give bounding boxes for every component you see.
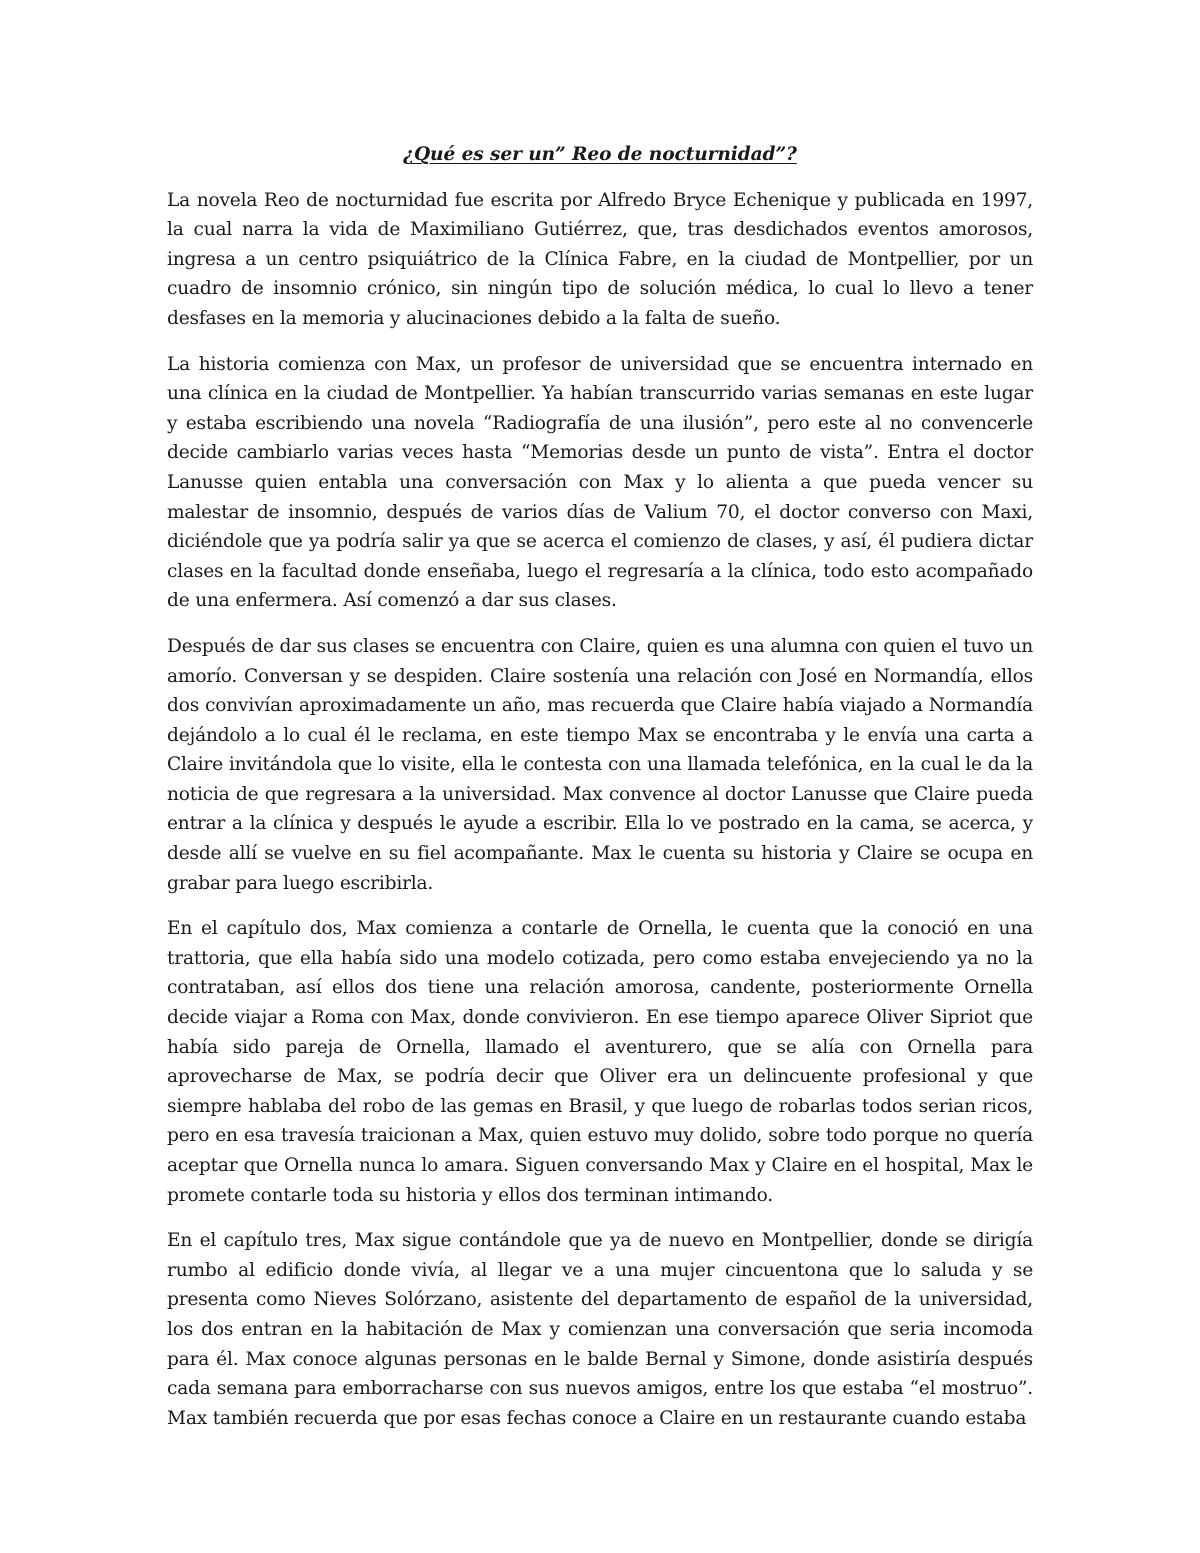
document-title-text: ¿Qué es ser un” Reo de nocturnidad”? <box>403 144 797 165</box>
paragraph-2: La historia comienza con Max, un profesor de universidad que se encuentra internado en una clínica en la ciudad de Montpellier. Ya habían transcurrido varias semanas en este lugar y estaba escribiendo una novela “Radiografía de una ilusión”, pero este al no convencerle decide cambiarlo varias veces hasta “Memorias desde un punto de vista”. Entra el doctor Lanusse quien entabla una conversación con Max y lo alienta a que pueda vencer su malestar de insomnio, después de varios días de Valium 70, el doctor converso con Maxi, diciéndole que ya podría salir ya que se acerca el comienzo de clases, y así, él pudiera dictar clases en la facultad donde enseñaba, luego el regresaría a la clínica, todo esto acompañado de una enfermera. Así comenzó a dar sus clases. <box>167 353 1033 612</box>
paragraph-1: La novela Reo de nocturnidad fue escrita por Alfredo Bryce Echenique y publicada en 1997, la cual narra la vida de Maximiliano Gutiérrez, que, tras desdichados eventos amorosos, ingresa a un centro psiquiátrico de la Clínica Fabre, en la ciudad de Montpellier, por un cuadro de insomnio crónico, sin ningún tipo de solución médica, lo cual lo llevo a tener desfases en la memoria y alucinaciones debido a la falta de sueño. <box>167 189 1033 329</box>
document-body <box>167 140 1033 1449</box>
document-title <box>167 140 1033 170</box>
paragraph-5: En el capítulo tres, Max sigue contándole que ya de nuevo en Montpellier, donde se dirigía rumbo al edificio donde vivía, al llegar ve a una mujer cincuentona que lo saluda y se presenta como Nieves Solórzano, asistente del departamento de español de la universidad, los dos entran en la habitación de Max y comienzan una conversación que seria incomoda para él. Max conoce algunas personas en le balde Bernal y Simone, donde asistiría después cada semana para emborracharse con sus nuevos amigos, entre los que estaba “el mostruo”. Max también recuerda que por esas fechas conoce a Claire en un restaurante cuando estaba <box>167 1230 1033 1429</box>
paragraph-4: En el capítulo dos, Max comienza a contarle de Ornella, le cuenta que la conoció en una trattoria, que ella había sido una modelo cotizada, pero como estaba envejeciendo ya no la contrataban, así ellos dos tiene una relación amorosa, candente, posteriormente Ornella decide viajar a Roma con Max, donde convivieron. En ese tiempo aparece Oliver Sipriot que había sido pareja de Ornella, llamado el aventurero, que se alía con Ornella para aprovecharse de Max, se podría decir que Oliver era un delincuente profesional y que siempre hablaba del robo de las gemas en Brasil, y que luego de robarlas todos serian ricos, pero en esa travesía traicionan a Max, quien estuvo muy dolido, sobre todo porque no quería aceptar que Ornella nunca lo amara. Siguen conversando Max y Claire en el hospital, Max le promete contarle toda su historia y ellos dos terminan intimando. <box>167 918 1033 1206</box>
paragraph-3: Después de dar sus clases se encuentra con Claire, quien es una alumna con quien el tuvo un amorío. Conversan y se despiden. Claire sostenía una relación con José en Normandía, ellos dos convivían aproximadamente un año, mas recuerda que Claire había viajado a Normandía dejándolo a lo cual él le reclama, en este tiempo Max se encontraba y le envía una carta a Claire invitándola que lo visite, ella le contesta con una llamada telefónica, en la cual le da la noticia de que regresara a la universidad. Max convence al doctor Lanusse que Claire pueda entrar a la clínica y después le ayude a escribir. Ella lo ve postrado en la cama, se acerca, y desde allí se vuelve en su fiel acompañante. Max le cuenta su historia y Claire se ocupa en grabar para luego escribirla. <box>167 635 1033 894</box>
